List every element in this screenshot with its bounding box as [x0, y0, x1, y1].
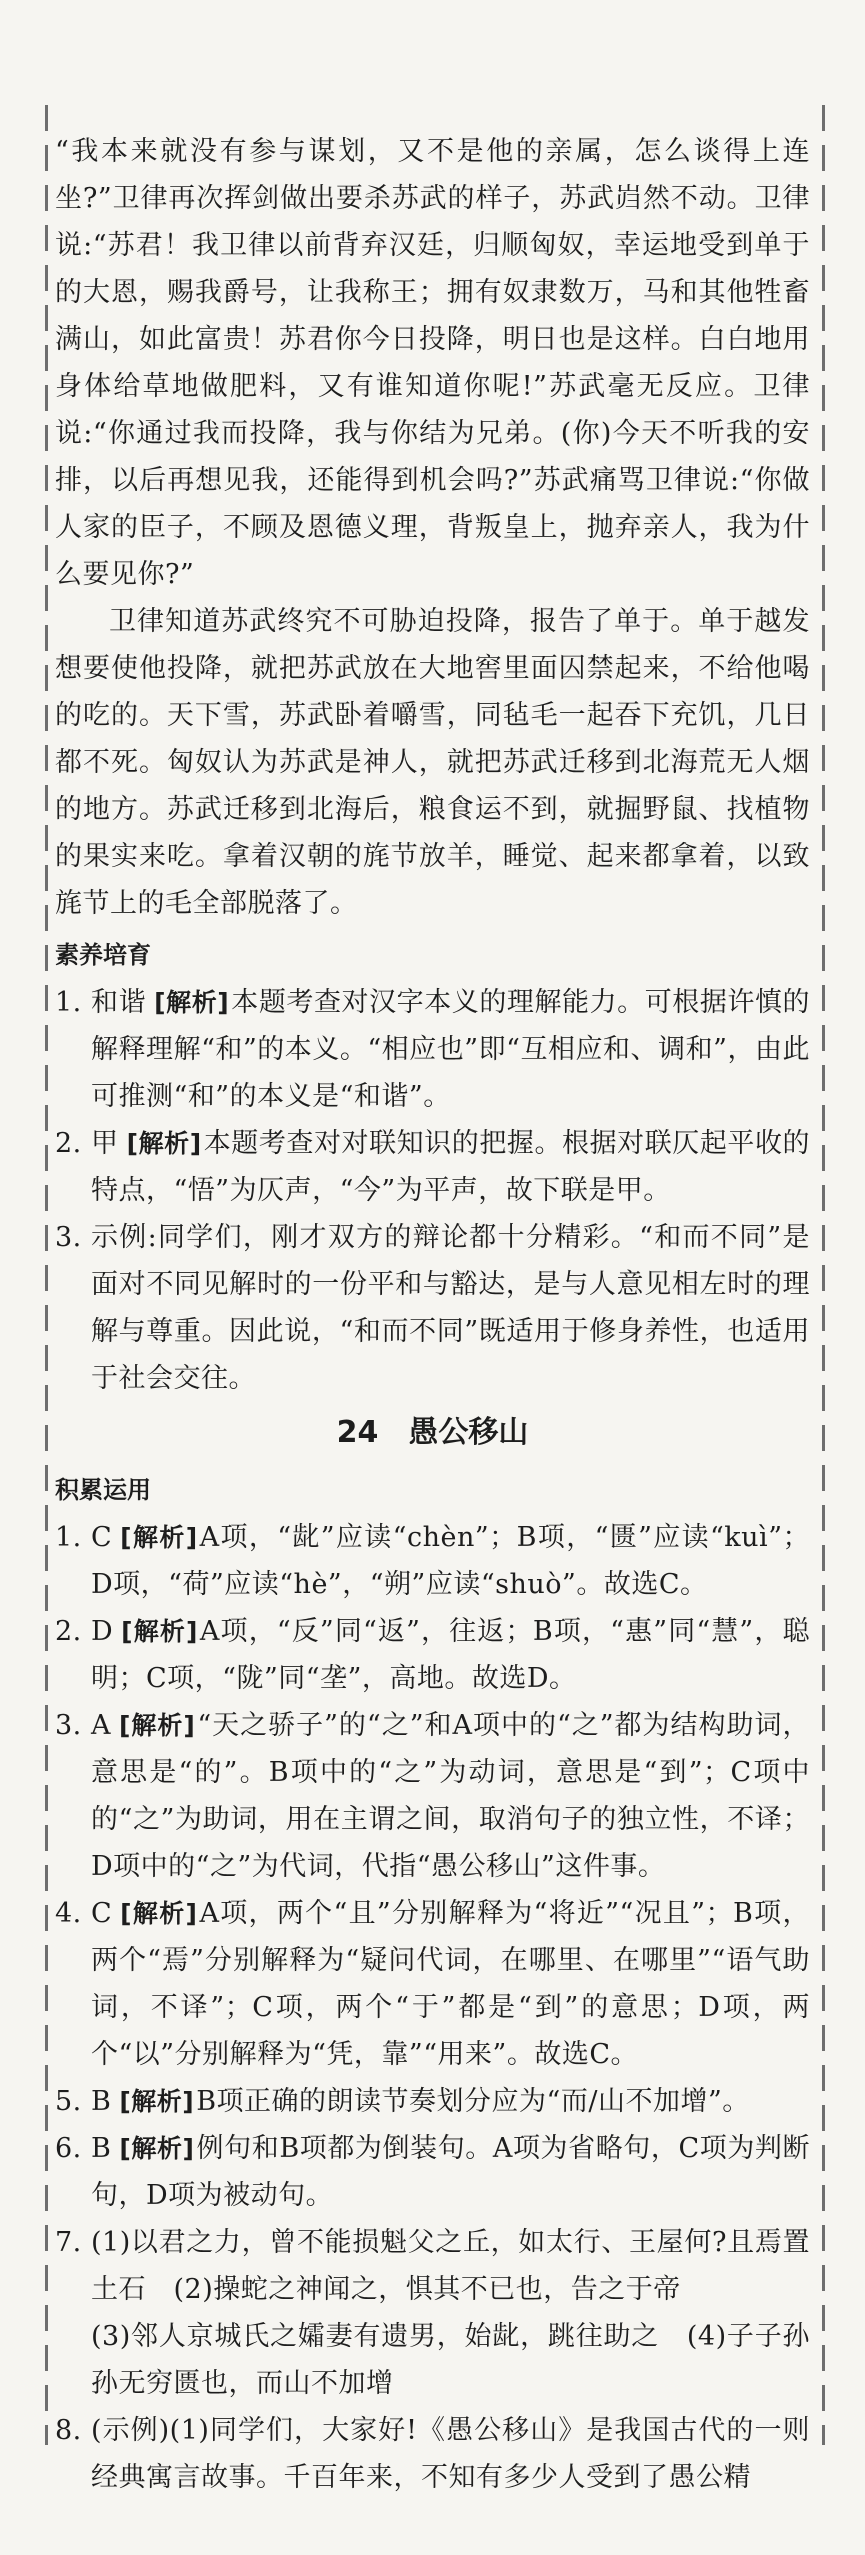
- answer-item: 2. D [解析]A项，“反”同“返”，往返；B项，“惠”同“慧”，聪明；C项，“陇”同“垄”，高地。故选D。: [55, 1616, 810, 1694]
- answer-value: 和谐: [91, 987, 147, 1018]
- answer-value: C: [91, 1898, 113, 1929]
- analysis-tag: [解析]: [120, 1523, 198, 1552]
- section-heading-literacy: 素养培育: [55, 941, 151, 969]
- answer-item: 3. 示例:同学们，刚才双方的辩论都十分精彩。“和而不同”是面对不同见解时的一份平和与豁达，是与人意见相左时的理解与尊重。因此说，“和而不同”既适用于修身养性，也适用于社会交往。: [55, 1214, 810, 1402]
- analysis-text: A项，两个“且”分别解释为“将近”“况且”；B项，两个“焉”分别解释为“疑问代词，在哪里、在哪里”“语气助词，不译”；C项，两个“于”都是“到”的意思；D项，两个“以”分别解释为“凭，靠”“用来”。故选C。: [91, 1898, 810, 2070]
- answer-page: [55, 128, 810, 2501]
- analysis-tag: [解析]: [119, 1711, 196, 1740]
- analysis-text: A项，“反”同“返”，往返；B项，“惠”同“慧”，聪明；C项，“陇”同“垄”，高地。故选D。: [91, 1616, 810, 1694]
- analysis-text: B项正确的朗读节奏划分应为“而/山不加增”。: [196, 2086, 750, 2117]
- answer-value: B: [91, 2133, 112, 2164]
- answer-item: 7. (1)以君之力，曾不能损魁父之丘，如太行、王屋何?且焉置土石 (2)操蛇之神闻之，惧其不已也，告之于帝 (3)邻人京城氏之孀妻有遗男，始龀，跳往助之 (4)子子孙孙无穷匮也，而山不加增: [55, 2219, 810, 2407]
- answer-value: A: [91, 1710, 111, 1741]
- answer-value: 甲: [91, 1128, 119, 1159]
- right-dashed-rule: [822, 105, 825, 2445]
- answer-item: 8. (示例)(1)同学们，大家好!《愚公移山》是我国古代的一则经典寓言故事。千百年来，不知有多少人受到了愚公精: [55, 2407, 810, 2501]
- lesson-title: 24 愚公移山: [336, 1415, 529, 1450]
- passage-paragraph-1: “我本来就没有参与谋划，又不是他的亲属，怎么谈得上连坐?”卫律再次挥剑做出要杀苏武的样子，苏武岿然不动。卫律说:“苏君！我卫律以前背弃汉廷，归顺匈奴，幸运地受到单于的大恩，赐我爵号，让我称王；拥有奴隶数万，马和其他牲畜满山，如此富贵！苏君你今日投降，明日也是这样。白白地用身体给草地做肥料，又有谁知道你呢!”苏武毫无反应。卫律说:“你通过我而投降，我与你结为兄弟。(你)今天不听我的安排，以后再想见我，还能得到机会吗?”苏武痛骂卫律说:“你做人家的臣子，不顾及恩德义理，背叛皇上，抛弃亲人，我为什么要见你?”: [55, 136, 810, 590]
- answer-item: 2. 甲 [解析]本题考查对对联知识的把握。根据对联仄起平收的特点，“悟”为仄声，“今”为平声，故下联是甲。: [55, 1128, 811, 1206]
- answer-item: 3. A [解析]“天之骄子”的“之”和A项中的“之”都为结构助词，意思是“的”。B项中的“之”为动词，意思是“到”；C项中的“之”为助词，用在主谓之间，取消句子的独立性，不译；D项中的“之”为代词，代指“愚公移山”这件事。: [55, 1710, 810, 1882]
- answer-text: (示例)(1)同学们，大家好!《愚公移山》是我国古代的一则经典寓言故事。千百年来，不知有多少人受到了愚公精: [91, 2415, 810, 2493]
- answer-item: 1. C [解析]A项，“龀”应读“chèn”；B项，“匮”应读“kuì”；D项，“荷”应读“hè”，“朔”应读“shuò”。故选C。: [55, 1522, 810, 1600]
- answer-item: 4. C [解析]A项，两个“且”分别解释为“将近”“况且”；B项，两个“焉”分别解释为“疑问代词，在哪里、在哪里”“语气助词，不译”；C项，两个“于”都是“到”的意思；D项，两个“以”分别解释为“凭，靠”“用来”。故选C。: [55, 1898, 810, 2070]
- answer-item: 6. B [解析]例句和B项都为倒装句。A项为省略句，C项为判断句，D项为被动句。: [55, 2133, 810, 2211]
- answer-item: 5. B [解析]B项正确的朗读节奏划分应为“而/山不加增”。: [55, 2086, 750, 2117]
- answer-text: (3)邻人京城氏之孀妻有遗男，始龀，跳往助之 (4)子子孙孙无穷匮也，而山不加增: [91, 2321, 810, 2399]
- analysis-tag: [解析]: [121, 1617, 198, 1646]
- analysis-text: 本题考查对对联知识的把握。根据对联仄起平收的特点，“悟”为仄声，“今”为平声，故下联是甲。: [91, 1128, 811, 1206]
- answer-text: (1)以君之力，曾不能损魁父之丘，如太行、王屋何?且焉置土石 (2)操蛇之神闻之，惧其不已也，告之于帝: [91, 2227, 810, 2305]
- analysis-text: 本题考查对汉字本义的理解能力。可根据许慎的解释理解“和”的本义。“相应也”即“互相应和、调和”，由此可推测“和”的本义是“和谐”。: [91, 987, 811, 1112]
- analysis-tag: [解析]: [119, 2134, 195, 2163]
- analysis-tag: [解析]: [126, 1129, 202, 1158]
- analysis-text: A项，“龀”应读“chèn”；B项，“匮”应读“kuì”；D项，“荷”应读“hè”，“朔”应读“shuò”。故选C。: [91, 1522, 810, 1600]
- answer-value: C: [91, 1522, 113, 1553]
- answer-value: D: [91, 1616, 114, 1647]
- left-dashed-rule: [45, 105, 48, 2445]
- analysis-text: “天之骄子”的“之”和A项中的“之”都为结构助词，意思是“的”。B项中的“之”为动词，意思是“到”；C项中的“之”为助词，用在主谓之间，取消句子的独立性，不译；D项中的“之”为代词，代指“愚公移山”这件事。: [91, 1710, 810, 1882]
- answer-item: 1. 和谐 [解析]本题考查对汉字本义的理解能力。可根据许慎的解释理解“和”的本义。“相应也”即“互相应和、调和”，由此可推测“和”的本义是“和谐”。: [55, 987, 811, 1112]
- analysis-text: 例句和B项都为倒装句。A项为省略句，C项为判断句，D项为被动句。: [91, 2133, 810, 2211]
- analysis-tag: [解析]: [154, 988, 230, 1017]
- answer-value: B: [91, 2086, 112, 2117]
- analysis-tag: [解析]: [119, 2087, 195, 2116]
- analysis-text: 示例:同学们，刚才双方的辩论都十分精彩。“和而不同”是面对不同见解时的一份平和与豁达，是与人意见相左时的理解与尊重。因此说，“和而不同”既适用于修身养性，也适用于社会交往。: [91, 1222, 810, 1394]
- passage-paragraph-2: 卫律知道苏武终究不可胁迫投降，报告了单于。单于越发想要使他投降，就把苏武放在大地窖里面囚禁起来，不给他喝的吃的。天下雪，苏武卧着嚼雪，同毡毛一起吞下充饥，几日都不死。匈奴认为苏武是神人，就把苏武迁移到北海荒无人烟的地方。苏武迁移到北海后，粮食运不到，就掘野鼠、找植物的果实来吃。拿着汉朝的旄节放羊，睡觉、起来都拿着，以致旄节上的毛全部脱落了。: [55, 606, 810, 919]
- section-heading-accumulation: 积累运用: [55, 1476, 151, 1504]
- analysis-tag: [解析]: [120, 1899, 198, 1928]
